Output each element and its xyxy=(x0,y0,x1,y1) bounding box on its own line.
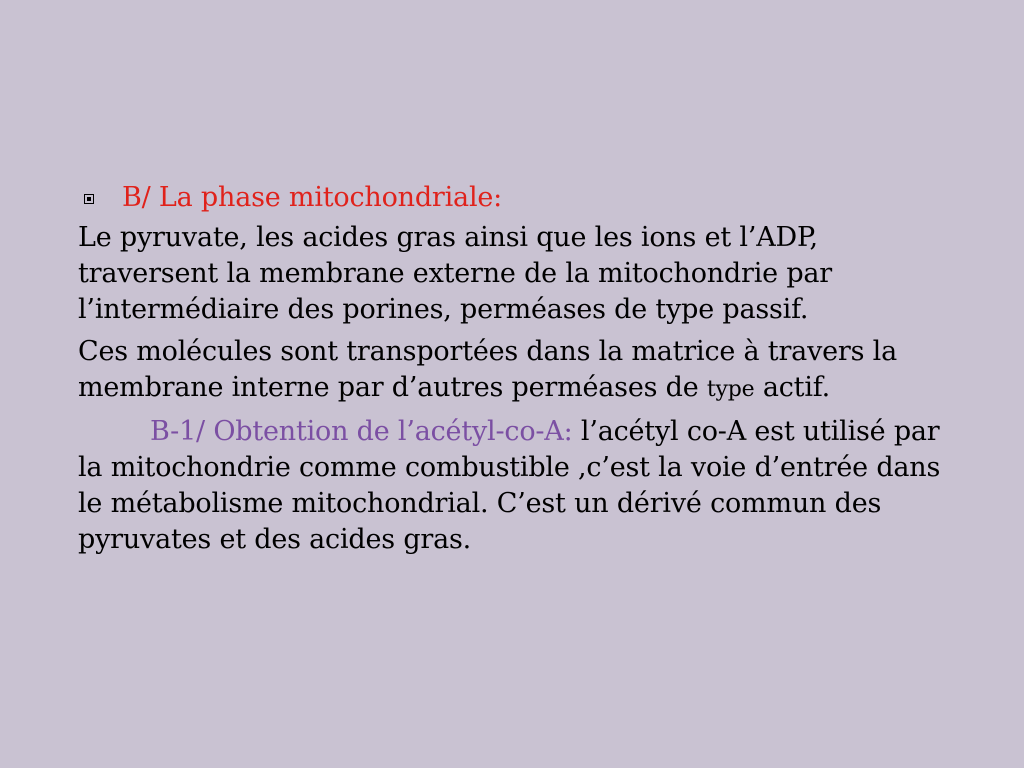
paragraph-transport-small: type xyxy=(706,377,755,402)
section-heading: B/ La phase mitochondriale: xyxy=(122,182,503,213)
paragraph-transport-end: actif. xyxy=(754,372,830,403)
paragraph-acetyl xyxy=(78,414,958,558)
square-bullet-icon xyxy=(84,194,94,204)
subsection-heading: B-1/ Obtention de l’acétyl-co-A: xyxy=(150,416,573,447)
paragraph-porines xyxy=(78,220,958,328)
paragraph-transport xyxy=(78,334,958,408)
heading-line xyxy=(78,180,958,216)
paragraph-porines-text: Le pyruvate, les acides gras ainsi que les ions et l’ADP, traversent la membrane externe de la mitochondrie par l’intermédiaire des porines, perméases de type passif. xyxy=(78,222,833,325)
slide-content xyxy=(78,180,958,564)
paragraph-acetyl-text: l’acétyl co-A est utilisé par la mitochondrie comme combustible ,c’est la voie d’entrée dans le métabolisme mitochondrial. C’est un dérivé commun des pyruvates et des acides gras. xyxy=(78,416,941,555)
paragraph-transport-start: Ces molécules sont transportées dans la matrice à travers la membrane interne par d’autres perméases de xyxy=(78,336,897,403)
